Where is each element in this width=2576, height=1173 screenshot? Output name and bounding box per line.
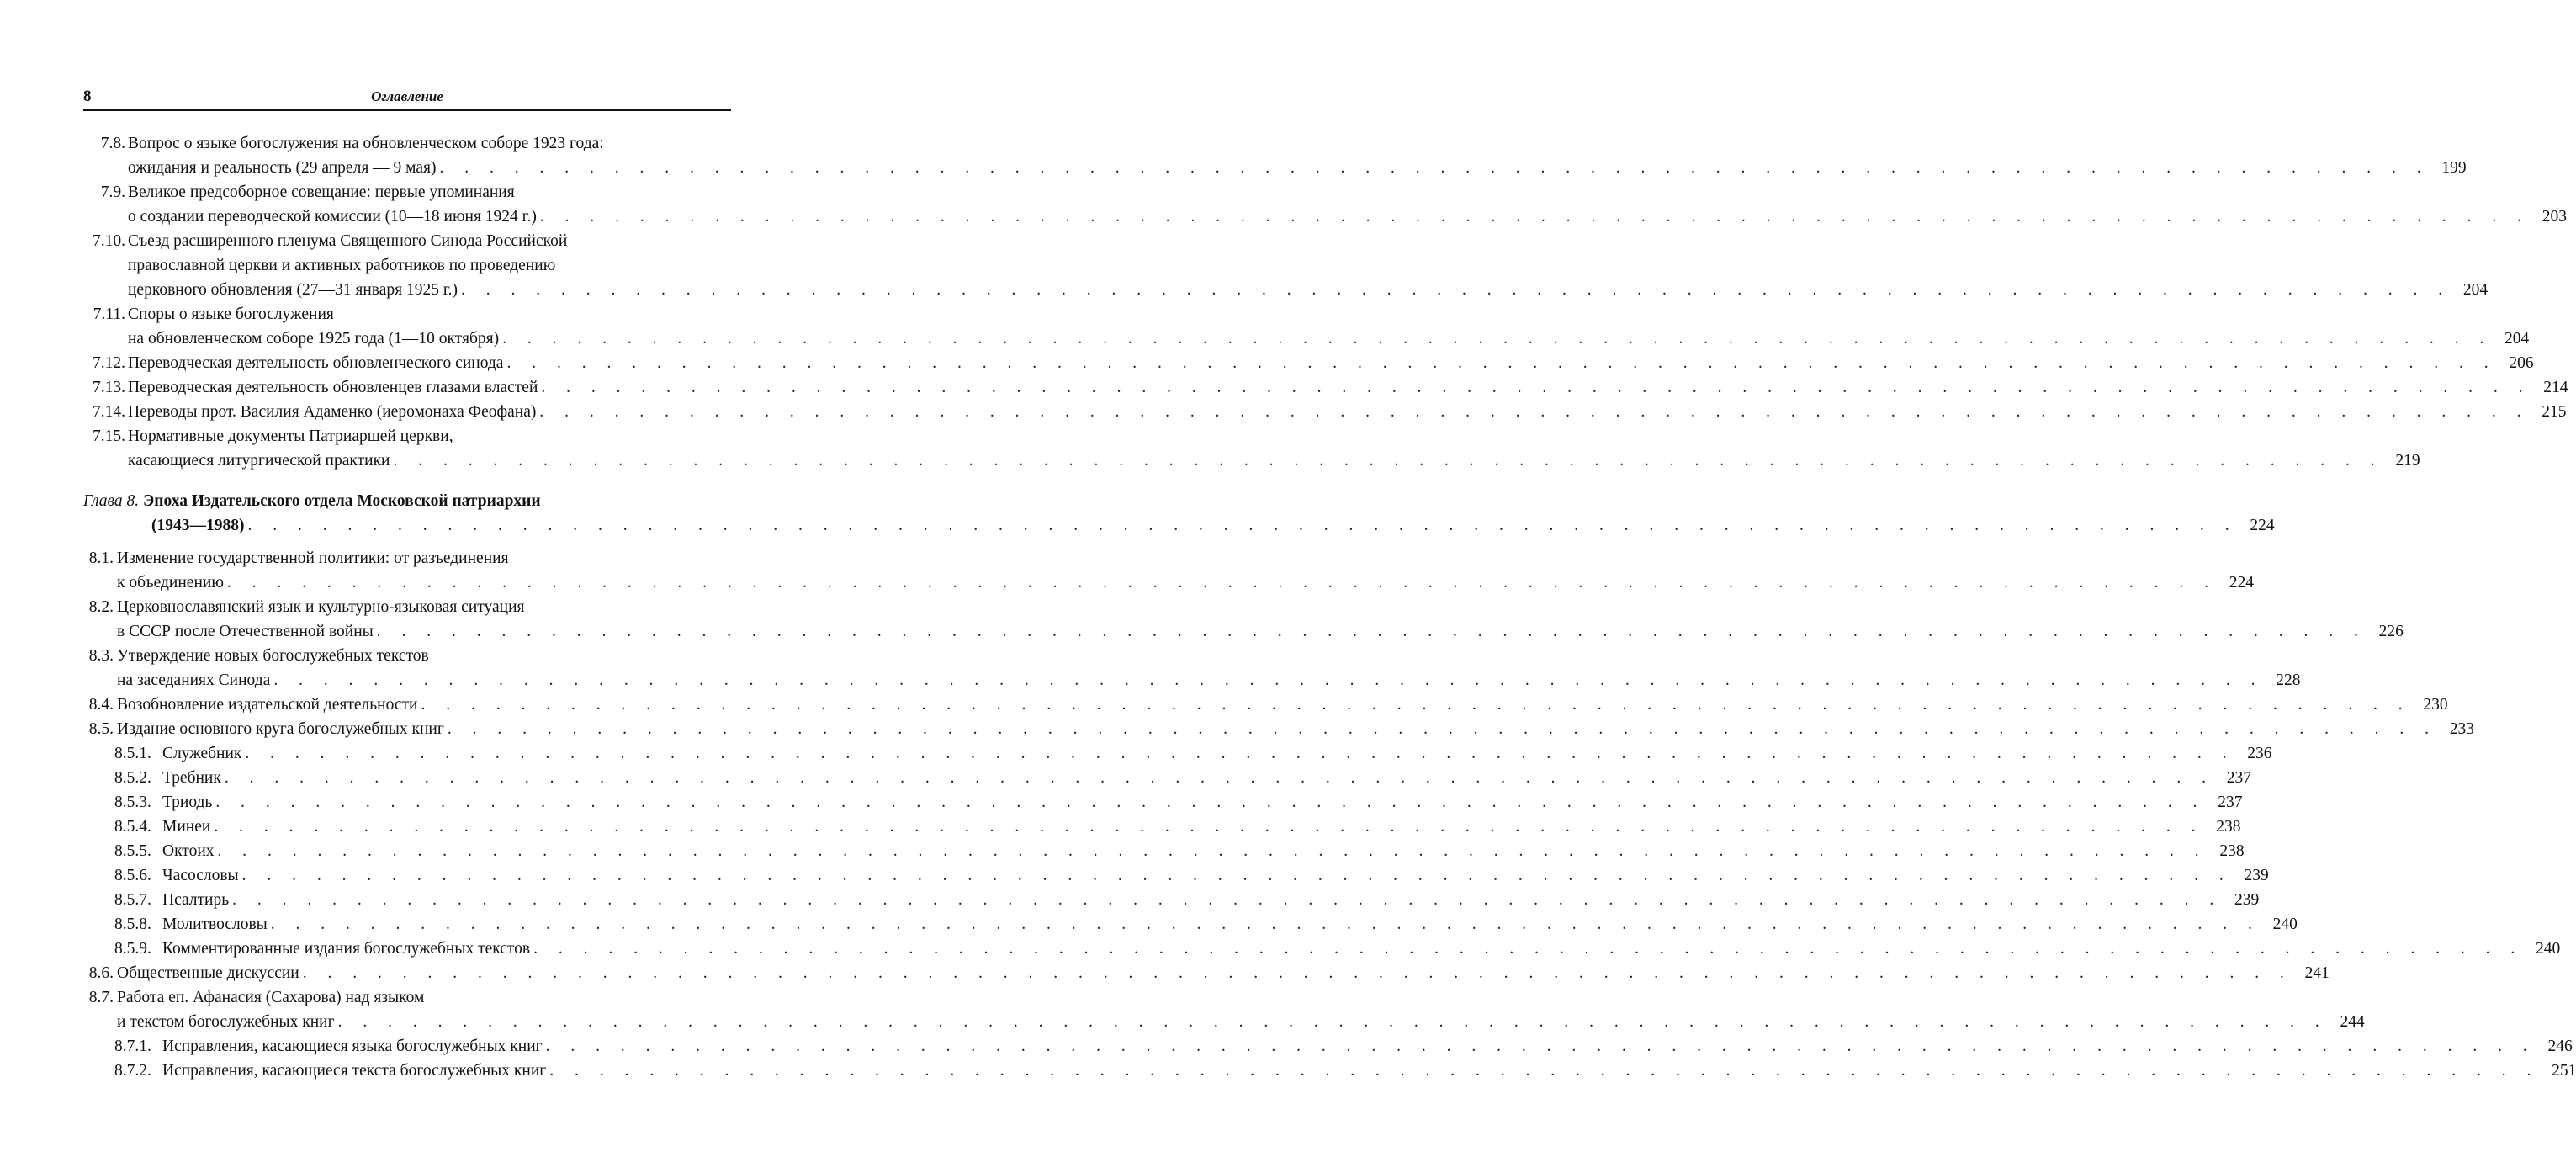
entry-title-line: Исправления, касающиеся текста богослужебных книг <box>162 1062 547 1080</box>
entry-page-number: 203 <box>2542 208 2567 226</box>
entry-number: 8.4. <box>88 696 114 714</box>
dot-leader: . . . . . . . . . . . . . . . . . . . . . . . . . . . . . . . . . . . . . . . . . . . . . . . . . . . . . . . . . . . . . . . . . . . . . . . . . . . . . . . . <box>541 379 2531 396</box>
entry-title-line: Изменение государственной политики: от разъединения <box>117 549 509 567</box>
entry-title-line: Октоих <box>162 842 215 860</box>
toc-entry[interactable] <box>83 595 2404 644</box>
entry-title-line: Работа еп. Афанасия (Сахарова) над языком <box>117 989 425 1006</box>
toc-entry[interactable] <box>83 1034 2573 1059</box>
entry-number: 7.12. <box>93 354 125 372</box>
entry-page-number: 214 <box>2543 379 2568 396</box>
section-8-entries <box>83 546 2576 1083</box>
toc-entry[interactable] <box>83 961 2330 985</box>
entry-number: 7.9. <box>100 183 125 201</box>
entry-page-number: 224 <box>2229 574 2255 592</box>
toc-entry[interactable] <box>83 985 2365 1034</box>
entry-title-line: Съезд расширенного пленума Священного Синода Российской <box>128 232 568 250</box>
dot-leader: . . . . . . . . . . . . . . . . . . . . . . . . . . . . . . . . . . . . . . . . . . . . . . . . . . . . . . . . . . . . . . . . . . . . . . . . . . . . . . . . <box>545 1038 2536 1055</box>
dot-leader: . . . . . . . . . . . . . . . . . . . . . . . . . . . . . . . . . . . . . . . . . . . . . . . . . . . . . . . . . . . . . . . . . . . . . . . . . . . . . . . . <box>439 159 2430 177</box>
entry-page-number: 241 <box>2304 964 2330 982</box>
entry-page-number: 237 <box>2226 769 2251 787</box>
page-header <box>83 88 731 111</box>
entry-title-line: в СССР после Отечественной войны <box>117 623 374 640</box>
entry-page-number: 228 <box>2276 671 2301 689</box>
toc-entry[interactable] <box>83 888 2260 912</box>
entry-title-line: Переводческая деятельность обновленческого синода <box>128 354 504 372</box>
entry-page-number: 240 <box>2536 940 2561 958</box>
dot-leader: . . . . . . . . . . . . . . . . . . . . . . . . . . . . . . . . . . . . . . . . . . . . . . . . . . . . . . . . . . . . . . . . . . . . . . . . . . . . . . . . <box>539 208 2530 226</box>
entry-title-line: церковного обновления (27—31 января 1925 г.) <box>128 281 458 299</box>
chapter-page-number: 224 <box>2250 517 2275 534</box>
toc-entry[interactable] <box>83 937 2561 961</box>
entry-title-line: на заседаниях Синода <box>117 671 271 689</box>
page-number: 8 <box>83 88 92 105</box>
entry-title-line: Комментированные издания богослужебных текстов <box>162 940 531 958</box>
dot-leader: . . . . . . . . . . . . . . . . . . . . . . . . . . . . . . . . . . . . . . . . . . . . . . . . . . . . . . . . . . . . . . . . . . . . . . . . . . . . . . . . <box>217 842 2208 860</box>
toc-entry[interactable] <box>83 693 2448 717</box>
toc-entry[interactable] <box>83 400 2567 424</box>
entry-title-line: Споры о языке богослужения <box>128 305 334 323</box>
entry-page-number: 206 <box>2509 354 2534 372</box>
entry-page-number: 239 <box>2244 867 2269 884</box>
entry-title-line: Утверждение новых богослужебных текстов <box>117 647 429 665</box>
dot-leader: . . . . . . . . . . . . . . . . . . . . . . . . . . . . . . . . . . . . . . . . . . . . . . . . . . . . . . . . . . . . . . . . . . . . . . . . . . . . . . . . <box>337 1013 2328 1031</box>
dot-leader: . . . . . . . . . . . . . . . . . . . . . . . . . . . . . . . . . . . . . . . . . . . . . . . . . . . . . . . . . . . . . . . . . . . . . . . . . . . . . . . . <box>502 330 2493 348</box>
entry-page-number: 236 <box>2247 745 2272 762</box>
toc-entry[interactable] <box>83 741 2272 766</box>
dot-leader: . . . . . . . . . . . . . . . . . . . . . . . . . . . . . . . . . . . . . . . . . . . . . . . . . . . . . . . . . . . . . . . . . . . . . . . . . . . . . . . . <box>215 794 2206 811</box>
entry-title-line: ожидания и реальность (29 апреля — 9 мая) <box>128 159 437 177</box>
toc-entry[interactable] <box>83 351 2534 375</box>
entry-page-number: 239 <box>2234 891 2260 909</box>
toc-entry[interactable] <box>83 302 2530 351</box>
dot-leader: . . . . . . . . . . . . . . . . . . . . . . . . . . . . . . . . . . . . . . . . . . . . . . . . . . . . . . . . . . . . . . . . . . . . . . . . . . . . . . . . <box>226 574 2218 592</box>
toc-entry[interactable] <box>83 912 2298 937</box>
entry-number: 8.5.4. <box>114 818 151 836</box>
entry-number: 8.1. <box>88 549 114 567</box>
dot-leader: . . . . . . . . . . . . . . . . . . . . . . . . . . . . . . . . . . . . . . . . . . . . . . . . . . . . . . . . . . . . . . . . . . . . . . . . . . . . . . . . <box>270 916 2261 933</box>
entry-page-number: 204 <box>2504 330 2530 348</box>
dot-leader: . . . . . . . . . . . . . . . . . . . . . . . . . . . . . . . . . . . . . . . . . . . . . . . . . . . . . . . . . . . . . . . . . . . . . . . . . . . . . . . . <box>539 403 2530 421</box>
entry-number: 7.10. <box>93 232 125 250</box>
entry-number: 8.5.6. <box>114 867 151 884</box>
entry-number: 8.7.1. <box>114 1038 151 1055</box>
entry-title-line: Общественные дискуссии <box>117 964 299 982</box>
entry-title-line: касающиеся литургической практики <box>128 452 390 470</box>
toc-entry[interactable] <box>83 863 2269 888</box>
dot-leader: . . . . . . . . . . . . . . . . . . . . . . . . . . . . . . . . . . . . . . . . . . . . . . . . . . . . . . . . . . . . . . . . . . . . . . . . . . . . . . . . <box>245 745 2235 762</box>
entry-number: 8.5.8. <box>114 916 151 933</box>
entry-title-line: на обновленческом соборе 1925 года (1—10 октября) <box>128 330 500 348</box>
entry-number: 7.14. <box>93 403 125 421</box>
entry-page-number: 238 <box>2219 842 2245 860</box>
dot-leader: . . . . . . . . . . . . . . . . . . . . . . . . . . . . . . . . . . . . . . . . . . . . . . . . . . . . . . . . . . . . . . . . . . . . . . . . . . . . . . . . <box>421 696 2411 714</box>
toc-entry[interactable] <box>83 839 2245 863</box>
dot-leader: . . . . . . . . . . . . . . . . . . . . . . . . . . . . . . . . . . . . . . . . . . . . . . . . . . . . . . . . . . . . . . . . . . . . . . . . . . . . . . . . <box>447 720 2437 738</box>
entry-number: 7.15. <box>93 427 125 445</box>
toc-entry[interactable] <box>83 229 2489 302</box>
toc-entry[interactable] <box>83 1059 2576 1083</box>
entry-number: 7.11. <box>93 305 125 323</box>
toc-entry[interactable] <box>83 766 2251 790</box>
entry-title-line: Нормативные документы Патриаршей церкви, <box>128 427 453 445</box>
entry-title-line: Возобновление издательской деятельности <box>117 696 418 714</box>
toc-entry[interactable] <box>83 815 2241 839</box>
toc-entry[interactable] <box>83 717 2474 741</box>
entry-title-line: Псалтирь <box>162 891 230 909</box>
dot-leader: . . . . . . . . . . . . . . . . . . . . . . . . . . . . . . . . . . . . . . . . . . . . . . . . . . . . . . . . . . . . . . . . . . . . . . . . . . . . . . . . <box>214 818 2204 836</box>
entry-page-number: 244 <box>2340 1013 2365 1031</box>
entry-number: 8.5.5. <box>114 842 151 860</box>
entry-page-number: 237 <box>2218 794 2243 811</box>
entry-number: 8.3. <box>88 647 114 665</box>
entry-number: 8.7.2. <box>114 1062 151 1080</box>
dot-leader: . . . . . . . . . . . . . . . . . . . . . . . . . . . . . . . . . . . . . . . . . . . . . . . . . . . . . . . . . . . . . . . . . . . . . . . . . . . . . . . . <box>224 769 2214 787</box>
chapter-label: Глава 8. <box>83 492 140 510</box>
section-7-entries <box>83 131 2568 473</box>
entry-title-line: Вопрос о языке богослужения на обновленческом соборе 1923 года: <box>128 135 604 152</box>
entry-number: 7.13. <box>93 379 125 396</box>
chapter-8-heading[interactable] <box>83 489 2275 538</box>
entry-title-line: Переводы прот. Василия Адаменко (иеромонаха Феофана) <box>128 403 537 421</box>
dot-leader: . . . . . . . . . . . . . . . . . . . . . . . . . . . . . . . . . . . . . . . . . . . . . . . . . . . . . . . . . . . . . . . . . . . . . . . . . . . . . . . . <box>393 452 2383 470</box>
entry-page-number: 215 <box>2542 403 2567 421</box>
entry-page-number: 230 <box>2423 696 2448 714</box>
dot-leader: . . . . . . . . . . . . . . . . . . . . . . . . . . . . . . . . . . . . . . . . . . . . . . . . . . . . . . . . . . . . . . . . . . . . . . . . . . . . . . . . <box>247 517 2238 534</box>
entry-page-number: 199 <box>2441 159 2467 177</box>
entry-page-number: 233 <box>2449 720 2474 738</box>
entry-title-line: Требник <box>162 769 221 787</box>
entry-title-line: о создании переводческой комиссии (10—18 июня 1924 г.) <box>128 208 537 226</box>
entry-number: 8.2. <box>88 598 114 616</box>
entry-page-number: 219 <box>2395 452 2420 470</box>
dot-leader: . . . . . . . . . . . . . . . . . . . . . . . . . . . . . . . . . . . . . . . . . . . . . . . . . . . . . . . . . . . . . . . . . . . . . . . . . . . . . . . . <box>376 623 2367 640</box>
entry-title-line: к объединению <box>117 574 224 592</box>
entry-title-line: Триодь <box>162 794 213 811</box>
dot-leader: . . . . . . . . . . . . . . . . . . . . . . . . . . . . . . . . . . . . . . . . . . . . . . . . . . . . . . . . . . . . . . . . . . . . . . . . . . . . . . . . <box>302 964 2292 982</box>
entry-number: 8.5.3. <box>114 794 151 811</box>
running-title: Оглавление <box>371 88 443 104</box>
dot-leader: . . . . . . . . . . . . . . . . . . . . . . . . . . . . . . . . . . . . . . . . . . . . . . . . . . . . . . . . . . . . . . . . . . . . . . . . . . . . . . . . <box>461 281 2451 299</box>
chapter-title-years: (1943—1988) <box>151 517 245 534</box>
entry-title-line: Исправления, касающиеся языка богослужебных книг <box>162 1038 543 1055</box>
entry-page-number: 240 <box>2272 916 2298 933</box>
entry-number: 8.5.1. <box>114 745 151 762</box>
entry-page-number: 238 <box>2216 818 2241 836</box>
entry-page-number: 246 <box>2547 1038 2573 1055</box>
chapter-title: Эпоха Издательского отдела Московской патриархии <box>143 492 541 510</box>
entry-number: 8.6. <box>88 964 114 982</box>
entry-title-line: Часословы <box>162 867 239 884</box>
dot-leader: . . . . . . . . . . . . . . . . . . . . . . . . . . . . . . . . . . . . . . . . . . . . . . . . . . . . . . . . . . . . . . . . . . . . . . . . . . . . . . . . <box>549 1062 2540 1080</box>
dot-leader: . . . . . . . . . . . . . . . . . . . . . . . . . . . . . . . . . . . . . . . . . . . . . . . . . . . . . . . . . . . . . . . . . . . . . . . . . . . . . . . . <box>533 940 2524 958</box>
dot-leader: . . . . . . . . . . . . . . . . . . . . . . . . . . . . . . . . . . . . . . . . . . . . . . . . . . . . . . . . . . . . . . . . . . . . . . . . . . . . . . . . <box>241 867 2232 884</box>
dot-leader: . . . . . . . . . . . . . . . . . . . . . . . . . . . . . . . . . . . . . . . . . . . . . . . . . . . . . . . . . . . . . . . . . . . . . . . . . . . . . . . . <box>273 671 2264 689</box>
toc-entry[interactable] <box>83 546 2255 595</box>
entry-title-line: и текстом богослужебных книг <box>117 1013 335 1031</box>
entry-title-line: Издание основного круга богослужебных книг <box>117 720 444 738</box>
entry-page-number: 204 <box>2462 281 2489 299</box>
toc-entry[interactable] <box>83 180 2567 229</box>
toc-entry[interactable] <box>83 424 2420 473</box>
entry-number: 8.5.9. <box>114 940 151 958</box>
entry-number: 7.8. <box>100 135 125 152</box>
dot-leader: . . . . . . . . . . . . . . . . . . . . . . . . . . . . . . . . . . . . . . . . . . . . . . . . . . . . . . . . . . . . . . . . . . . . . . . . . . . . . . . . <box>232 891 2223 909</box>
entry-number: 8.7. <box>88 989 114 1006</box>
entry-number: 8.5.7. <box>114 891 151 909</box>
entry-title-line: Молитвословы <box>162 916 268 933</box>
entry-title-line: православной церкви и активных работников по проведению <box>128 257 556 274</box>
toc-entry[interactable] <box>83 375 2568 400</box>
entry-title-line: Переводческая деятельность обновленцев глазами властей <box>128 379 538 396</box>
toc-entry[interactable] <box>83 790 2243 815</box>
toc-entry[interactable] <box>83 131 2467 180</box>
dot-leader: . . . . . . . . . . . . . . . . . . . . . . . . . . . . . . . . . . . . . . . . . . . . . . . . . . . . . . . . . . . . . . . . . . . . . . . . . . . . . . . . <box>506 354 2497 372</box>
toc-entry[interactable] <box>83 644 2301 693</box>
entry-page-number: 251 <box>2552 1062 2576 1080</box>
entry-title-line: Великое предсоборное совещание: первые упоминания <box>128 183 515 201</box>
entry-number: 8.5. <box>88 720 114 738</box>
entry-title-line: Церковнославянский язык и культурно-языковая ситуация <box>117 598 525 616</box>
entry-title-line: Служебник <box>162 745 242 762</box>
entry-page-number: 226 <box>2378 623 2404 640</box>
entry-title-line: Минеи <box>162 818 211 836</box>
entry-number: 8.5.2. <box>114 769 151 787</box>
table-of-contents <box>83 131 2576 1083</box>
